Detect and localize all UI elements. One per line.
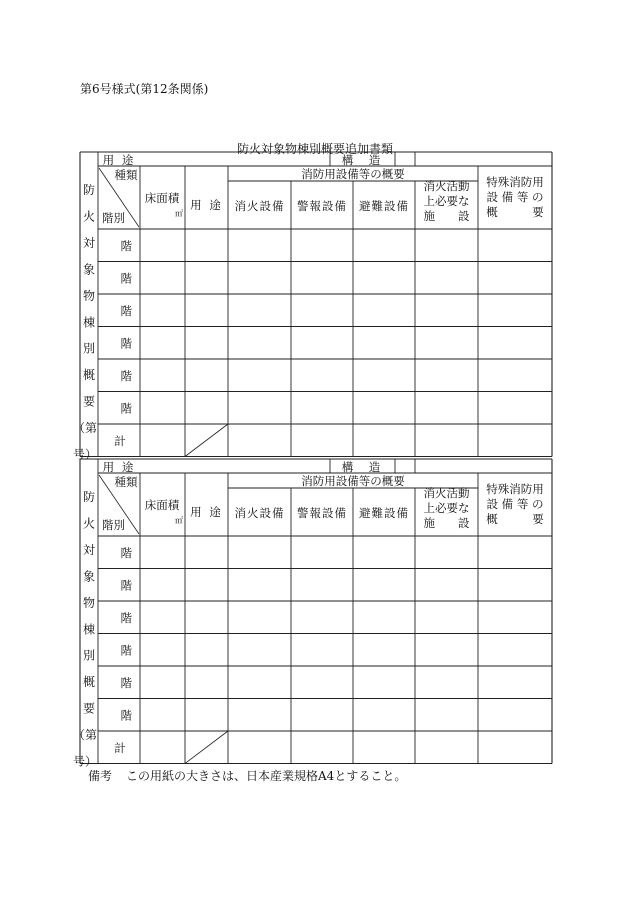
side-label-char: （第 (72, 421, 98, 436)
floor-area-unit: ㎡ (175, 209, 183, 218)
side-label-char: 別 (82, 341, 96, 356)
side-label-char: 概 (82, 368, 96, 383)
kouzou-label: 構 造 (341, 460, 383, 474)
shoka-katsudo-label: 上必要な (423, 194, 470, 208)
floor-row-label: 階 (120, 271, 132, 286)
floor-row-label: 階 (120, 578, 132, 593)
shoka-katsudo-label: 上必要な (423, 501, 470, 515)
youto-label: 用 途 (102, 153, 136, 167)
side-label-char: 対 (82, 542, 96, 557)
side-label-char: 別 (82, 648, 96, 663)
table-2-total-diagonal (185, 731, 228, 764)
hinan-setsubi-label: 避難設備 (359, 199, 409, 213)
floor-area-label: 床面積 (144, 191, 180, 205)
shoka-setsubi-label: 消火設備 (234, 199, 285, 213)
shurui-label: 種類 (114, 475, 138, 489)
shoka-katsudo-label: 消火活動 (423, 486, 470, 500)
shoka-katsudo-label: 施 設 (423, 209, 470, 223)
total-label: 計 (114, 434, 126, 448)
side-label-char: 物 (82, 288, 96, 303)
hinan-setsubi-label: 避難設備 (359, 506, 409, 520)
tokushu-label: 特殊消防用 (486, 175, 544, 189)
floor-row-label: 階 (120, 336, 132, 351)
side-label-char: 棟 (82, 315, 96, 330)
total-label: 計 (114, 741, 126, 755)
side-label-char: 防 (82, 183, 96, 197)
floor-area-unit: ㎡ (175, 516, 183, 525)
side-label-char: 号） (72, 447, 98, 462)
form-number-label: 第6号様式(第12条関係) (80, 82, 209, 96)
remarks (88, 767, 406, 784)
tokushu-label: 特殊消防用 (486, 482, 544, 496)
tokushu-label: 概 要 (486, 205, 544, 219)
tokushu-label: 設 備 等 の (486, 497, 544, 511)
remarks-label: 備考 (88, 769, 113, 783)
shoka-katsudo-label: 施 設 (423, 516, 470, 530)
kaibetsu-label: 階別 (102, 518, 125, 532)
side-label-char: 概 (82, 675, 96, 690)
side-label-char: 号） (72, 754, 98, 769)
floor-row-label: 階 (120, 401, 132, 416)
table-1-total-diagonal (185, 424, 228, 457)
floor-row-label: 階 (120, 239, 132, 253)
side-label-char: 火 (82, 209, 96, 224)
youto-col-label: 用 途 (190, 505, 223, 519)
kaibetsu-label: 階別 (102, 211, 125, 225)
shoka-katsudo-label: 消火活動 (423, 179, 470, 193)
side-label-char: 防 (82, 490, 96, 504)
floor-row-label: 階 (120, 643, 132, 658)
youto-col-label: 用 途 (190, 198, 223, 212)
shobo-group-label: 消防用設備等の概要 (301, 474, 405, 488)
shurui-label: 種類 (114, 168, 138, 182)
document-title: 防火対象物棟別概要追加書類 (236, 142, 393, 156)
side-label-char: 物 (82, 595, 96, 610)
side-label-char: 要 (82, 394, 96, 409)
floor-row-label: 階 (120, 708, 132, 723)
shobo-group-label: 消防用設備等の概要 (301, 167, 405, 181)
tokushu-label: 設 備 等 の (486, 190, 544, 204)
side-label-char: 象 (82, 569, 96, 584)
side-label-char: （第 (72, 728, 98, 743)
floor-row-label: 階 (120, 304, 132, 318)
tokushu-label: 概 要 (486, 512, 544, 526)
side-label-char: 要 (82, 701, 96, 716)
floor-row-label: 階 (120, 611, 132, 625)
youto-label: 用 途 (102, 460, 136, 474)
keiho-setsubi-label: 警報設備 (297, 506, 347, 520)
kouzou-label: 構 造 (341, 153, 383, 167)
side-label-char: 象 (82, 262, 96, 277)
keiho-setsubi-label: 警報設備 (297, 199, 347, 213)
floor-area-label: 床面積 (144, 498, 180, 512)
side-label-char: 対 (82, 235, 96, 250)
remarks-text: この用紙の大きさは、日本産業規格A4とすること。 (126, 769, 407, 783)
shoka-setsubi-label: 消火設備 (234, 506, 285, 520)
side-label-char: 棟 (82, 622, 96, 637)
floor-row-label: 階 (120, 369, 132, 383)
floor-row-label: 階 (120, 546, 132, 560)
floor-row-label: 階 (120, 676, 132, 690)
side-label-char: 火 (82, 516, 96, 531)
